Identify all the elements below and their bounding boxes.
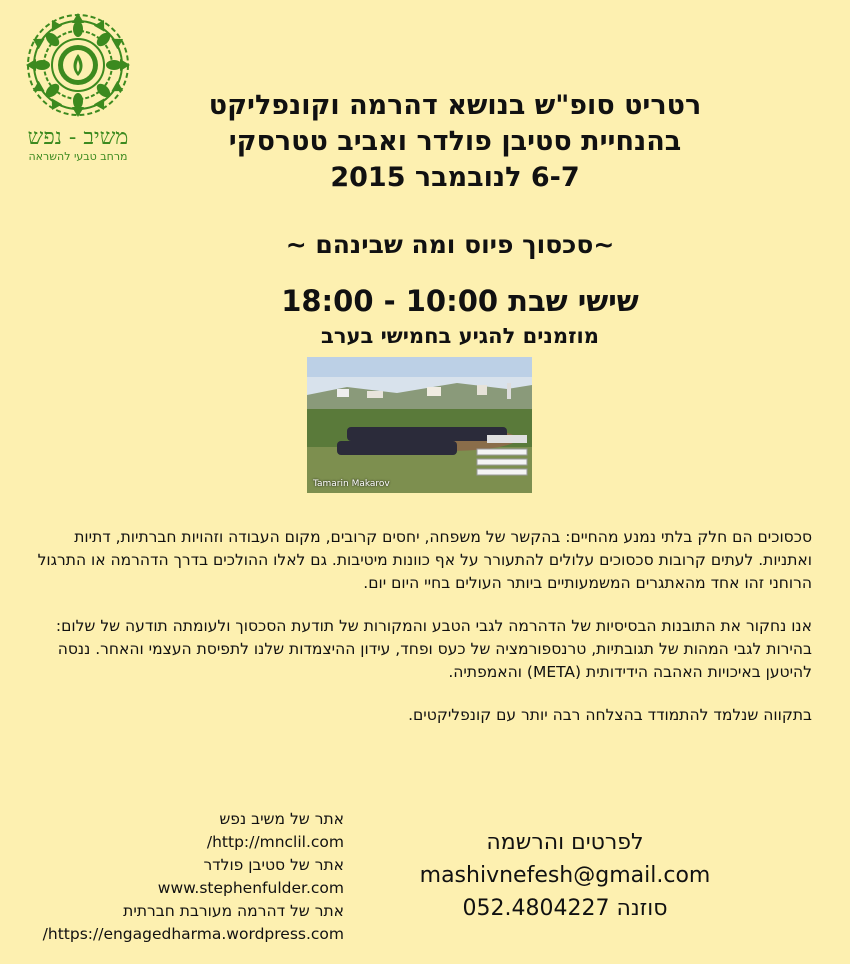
paragraph-1: סכסוכים הם חלק בלתי נמנע מהחיים: בהקשר של משפחה, יחסים קרובים, מקום העבודה וזהויות חברתיות, דתיות ואתניות. לעתים קרובות סכסוכים עלולים להתעורר על אף כוונות מיטיבות. גם לאלו ההולכים בדרך הדהרמה או התרגול הרוחני זהו אחד מהאתגרים המשמעותיים ביותר העולים בחיי היום יום.	[37, 528, 812, 592]
photo-caption: Tamarin Makarov	[313, 479, 390, 489]
mandala-icon	[23, 10, 133, 120]
contact-phone: סוזנה 052.4804227	[462, 896, 668, 921]
description	[22, 526, 812, 747]
schedule-time: שישי שבת 10:00 - 18:00	[281, 284, 639, 318]
title-line-3: 6-7 לנובמבר 2015	[330, 162, 580, 193]
links-block	[14, 808, 344, 946]
logo-tagline: מרחב טבעי להשראה	[28, 150, 128, 163]
event-photo	[307, 357, 532, 493]
link-label-mashiv: אתר של משיב נפש	[219, 810, 344, 828]
contact-email[interactable]: mashivnefesh@gmail.com	[419, 863, 711, 888]
page-title	[130, 88, 780, 196]
arrival-note: מוזמנים להגיע בחמישי בערב	[321, 324, 599, 348]
link-fulder[interactable]: www.stephenfulder.com	[157, 879, 344, 897]
title-line-1: רטריט סופ"ש בנושא דהרמה וקונפליקט	[208, 90, 702, 121]
logo-name: משיב - נפש	[27, 125, 129, 150]
logo	[18, 10, 138, 163]
photo-scene	[307, 357, 532, 493]
title-line-2: בהנחיית סטיבן פולדר ואביב טטרסקי	[228, 126, 682, 157]
contact-heading: לפרטים והרשמה	[486, 830, 644, 855]
link-label-engaged: אתר של דהרמה מעורבת חברתית	[123, 902, 344, 920]
paragraph-3: בתקווה שנלמד להתמודד בהצלחה רבה יותר עם קונפליקטים.	[408, 706, 812, 724]
link-engaged[interactable]: https://engagedharma.wordpress.com/	[42, 925, 344, 943]
contact-block	[400, 826, 730, 925]
link-mashiv[interactable]: http://mnclil.com/	[206, 833, 344, 851]
subtitle: ~סכסוך פיוס ומה שבינהם ~	[285, 230, 615, 259]
paragraph-2: אנו נחקור את התובנות הבסיסיות של הדהרמה לגבי הטבע והמקורות של תודעת הסכסוך ולעומתה תודעה של שלום: בהירות לגבי המהות של תגובתיות, טרנספורמציה של כעס ופחד, עידון ההיצמדות שלנו לתפיסת העצמי והאחר. ננסה להיטען באיכויות האהבה הידידותית (META) והאמפתיה.	[55, 617, 812, 681]
link-label-fulder: אתר של סטיבן פולדר	[203, 856, 344, 874]
